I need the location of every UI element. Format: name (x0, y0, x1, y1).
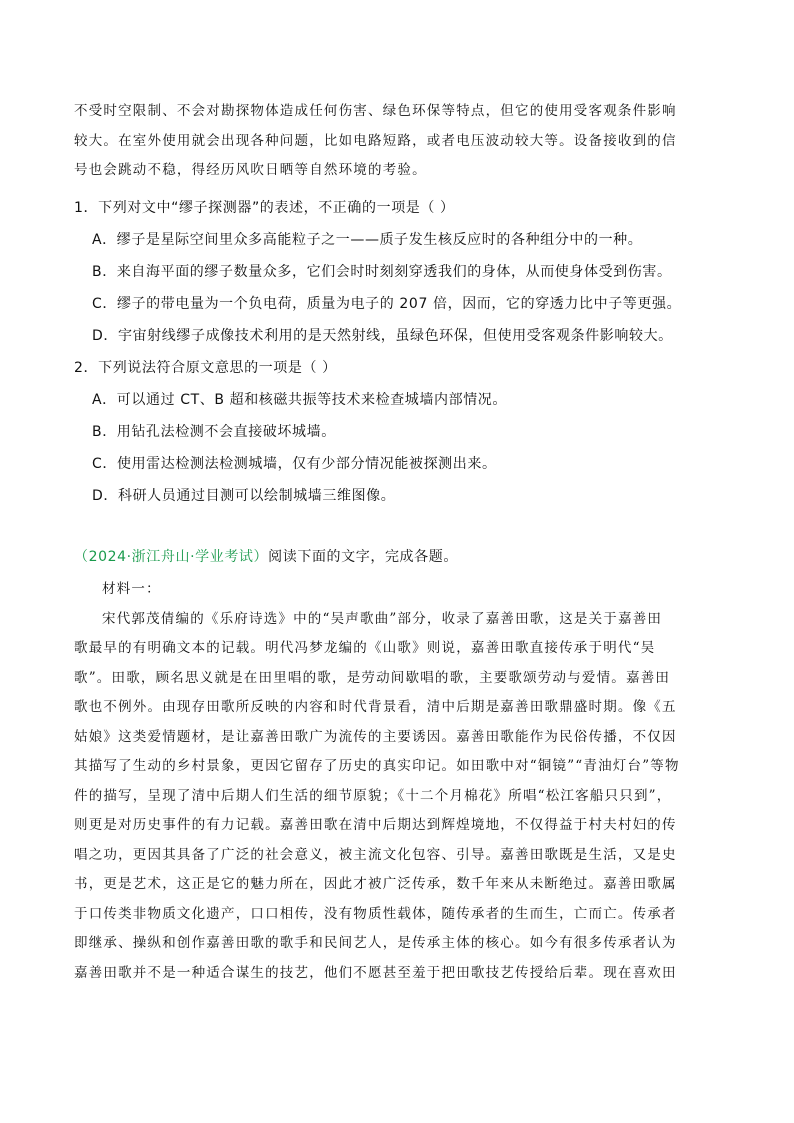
material-line: 歌也不例外。由现存田歌所反映的内容和时代背景看，清中后期是嘉善田歌鼎盛时期。像《五 (74, 699, 677, 715)
material-line: 宋代郭茂倩编的《乐府诗选》中的“吴声歌曲”部分，收录了嘉善田歌，这是关于嘉善田 (102, 610, 663, 627)
material-one (74, 575, 724, 988)
source-tag: （2024·浙江舟山·学业考试） (74, 549, 269, 565)
question-2-option-b: B．用钻孔法检测不会直接破坏城墙。 (92, 424, 336, 440)
question-2 (74, 352, 734, 512)
material-line: 书，更是艺术，这正是它的魅力所在，因此才被广泛传承，数千年来从未断绝过。嘉善田歌属 (74, 876, 677, 892)
material-line: 歌”。田歌，顾名思义就是在田里唱的歌，是劳动间歇唱的歌，主要歌颂劳动与爱情。嘉善田 (74, 669, 671, 686)
section-instruction: 阅读下面的文字，完成各题。 (268, 549, 458, 565)
material-line: 唱之功，更因其具备了广泛的社会意义，被主流文化包容、引导。嘉善田歌既是生活，又是史 (74, 846, 677, 863)
material-label: 材料一： (102, 581, 161, 597)
question-1-option-c: C．缪子的带电量为一个负电荷，质量为电子的 207 倍，因而，它的穿透力比中子等更强。 (92, 296, 682, 312)
material-line: 其描写了生动的乡村景象，更因它留存了历史的真实印记。如田歌中对“铜镜”“青油灯台”等物 (74, 758, 680, 774)
question-2-option-a: A．可以通过 CT、B 超和核磁共振等技术来检查城墙内部情况。 (92, 392, 508, 408)
material-line: 于口传类非物质文化遗产，口口相传，没有物质性载体，随传承者的生而生，亡而亡。传承者 (74, 905, 677, 922)
intro-line: 较大。在室外使用就会出现各种问题，比如电路短路，或者电压波动较大等。设备接收到的信 (74, 132, 677, 149)
question-2-stem: 2．下列说法符合原文意思的一项是（ ） (74, 360, 337, 376)
section-header (74, 541, 734, 573)
question-1-option-b: B．来自海平面的缪子数量众多，它们会时时刻刻穿透我们的身体，从而使身体受到伤害。 (92, 264, 672, 280)
material-line: 嘉善田歌并不是一种适合谋生的技艺，他们不愿甚至羞于把田歌技艺传授给后辈。现在喜欢田 (74, 964, 677, 981)
question-2-option-d: D．科研人员通过目测可以绘制城墙三维图像。 (92, 488, 396, 504)
material-line: 歌最早的有明确文本的记载。明代冯梦龙编的《山歌》则说，嘉善田歌直接传承于明代“吴 (74, 640, 656, 656)
material-line: 即继承、操纵和创作嘉善田歌的歌手和民间艺人，是传承主体的核心。如今有很多传承者认为 (74, 935, 677, 951)
material-line: 则更是对历史事件的有力记载。嘉善田歌在清中后期达到辉煌境地，不仅得益于村夫村妇的传 (74, 817, 677, 833)
question-2-option-c: C．使用雷达检测法检测城墙，仅有少部分情况能被探测出来。 (92, 456, 497, 472)
intro-line: 号也会跳动不稳，得经历风吹日晒等自然环境的考验。 (74, 162, 427, 178)
material-line: 姑娘》这类爱情题材，是让嘉善田歌广为流传的主要诱因。嘉善田歌能作为民俗传播，不仅因 (74, 728, 677, 745)
intro-line: 不受时空限制、不会对勘探物体造成任何伤害、绿色环保等特点，但它的使用受客观条件影响 (74, 103, 677, 119)
question-1-option-a: A．缪子是星际空间里众多高能粒子之一——质子发生核反应时的各种组分中的一种。 (92, 232, 643, 248)
question-1-option-d: D．宇宙射线缪子成像技术利用的是天然射线，虽绿色环保，但使用受客观条件影响较大。 (92, 328, 673, 344)
material-line: 件的描写，呈现了清中后期人们生活的细节原貌；《十二个月棉花》所唱“松江客船只只到”， (74, 787, 672, 804)
section-heading (74, 541, 734, 573)
question-1-stem: 1．下列对文中“缪子探测器”的表述，不正确的一项是（ ） (74, 200, 455, 216)
question-1 (74, 192, 734, 352)
intro-paragraph (74, 97, 724, 186)
